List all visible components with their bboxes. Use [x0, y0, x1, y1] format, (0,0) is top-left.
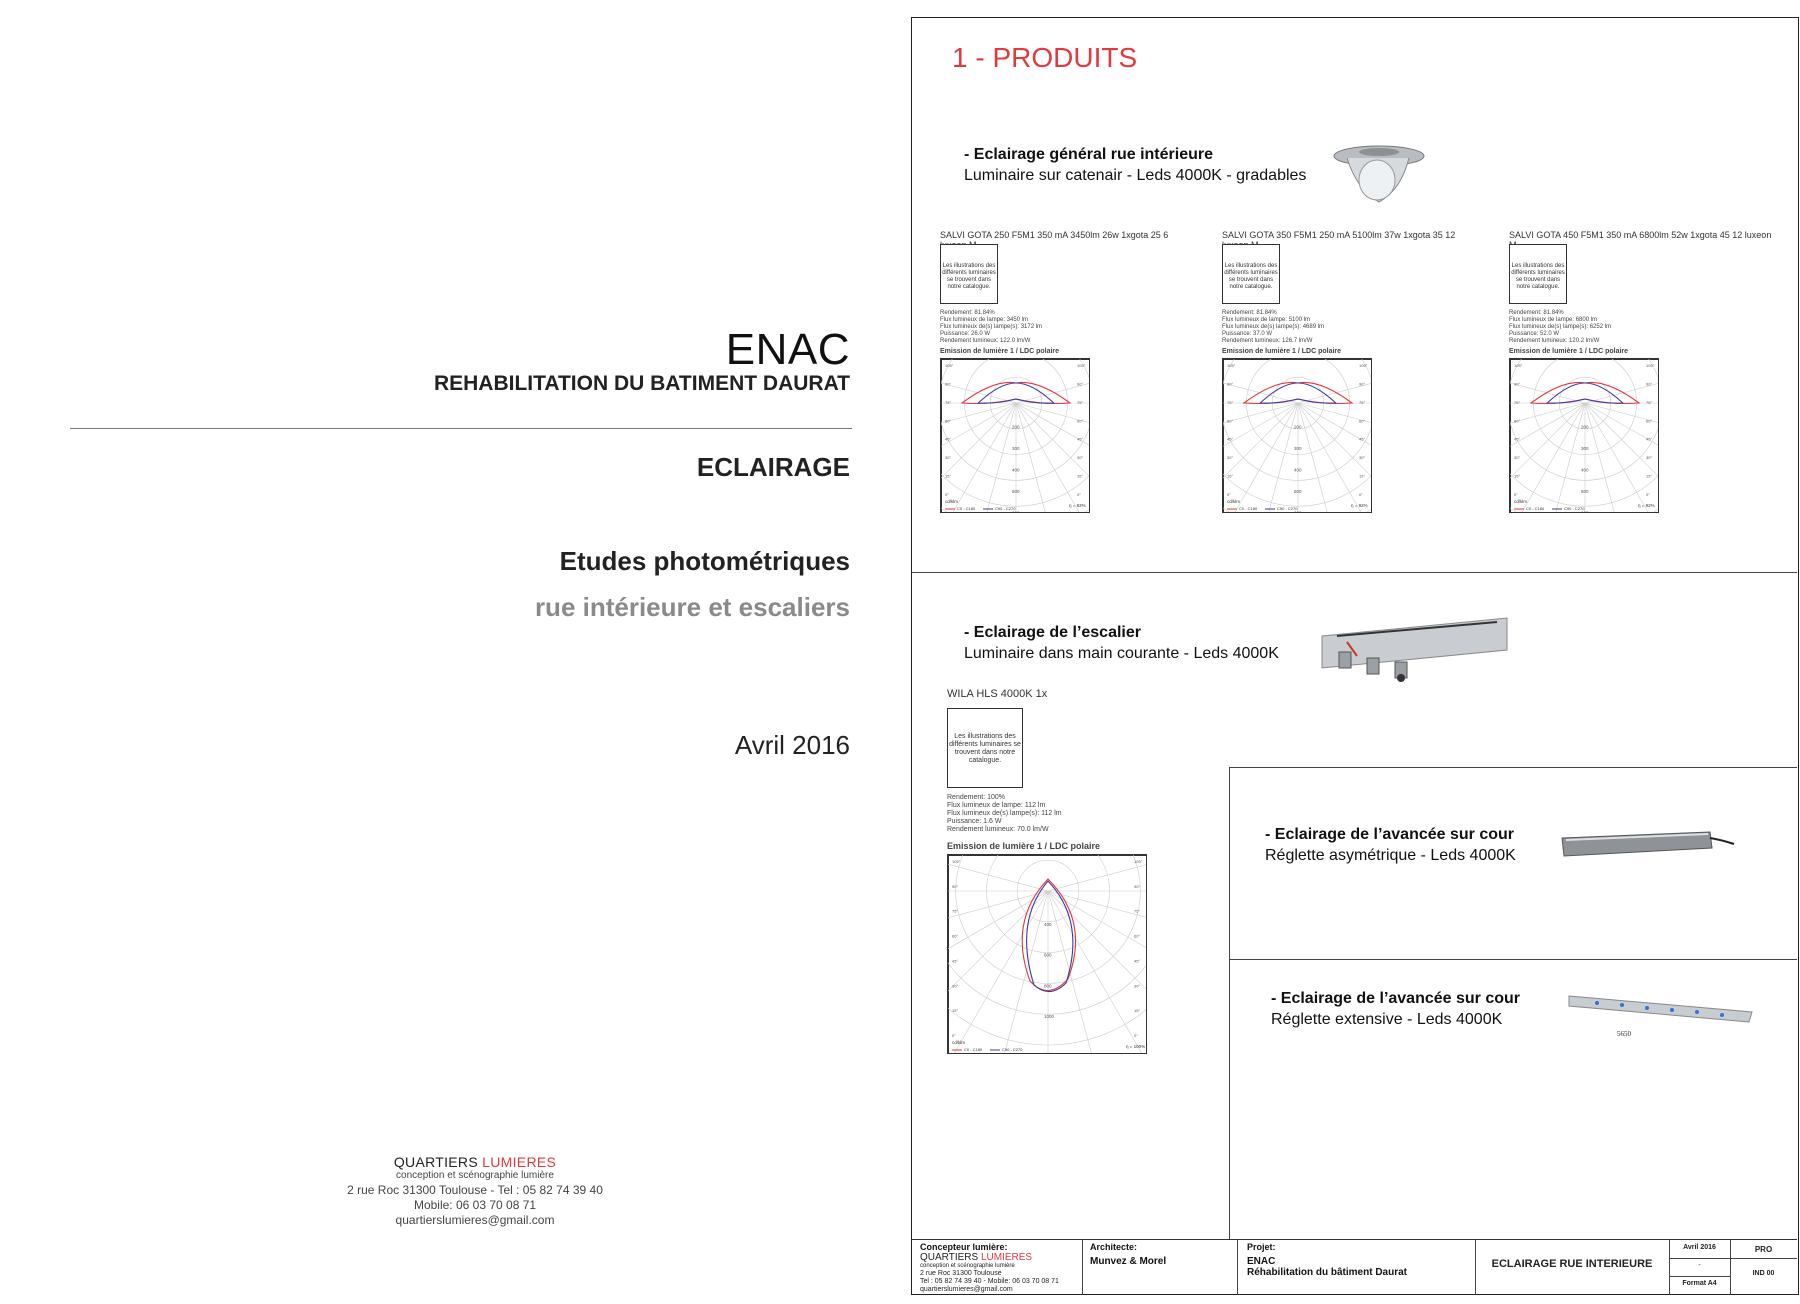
- cover-project-title: ENAC: [725, 325, 850, 374]
- polar-angle-label: 45°: [1134, 958, 1141, 964]
- polar-angle-label: 15°: [1227, 473, 1234, 479]
- cover-divider: [70, 428, 852, 429]
- polar-angle-label: 30°: [1077, 455, 1084, 461]
- polar-angle-label: 90°: [1359, 381, 1366, 387]
- polar-angle-label: 75°: [1077, 399, 1084, 405]
- spec-line: Flux lumineux de(s) lampe(s): 6252 lm: [1509, 324, 1612, 330]
- polar-angle-label: 105°: [1077, 363, 1086, 368]
- polar-angle-label: 45°: [1646, 436, 1653, 442]
- polar-angle-label: 105°: [1646, 363, 1655, 368]
- polar-angle-label: 15°: [1134, 1008, 1141, 1014]
- spec-line: Rendement lumineux: 70.0 lm/W: [947, 826, 1049, 833]
- polar-angle-label: 105°: [1134, 859, 1143, 864]
- polar-angle-label: 30°: [1227, 455, 1234, 461]
- spec-line: Flux lumineux de(s) lampe(s): 3172 lm: [940, 324, 1043, 330]
- polar-angle-label: 90°: [1646, 381, 1653, 387]
- tb-drawing-title: ECLAIRAGE RUE INTERIEURE: [1491, 1258, 1653, 1270]
- tb-designer-tag: conception et scénographie lumière: [920, 1263, 1015, 1269]
- legend-c0: C0 - C180: [1239, 506, 1258, 511]
- polar-angle-label: 0°: [1227, 492, 1231, 497]
- fixture-specs: [1222, 310, 1324, 345]
- tb-divider-2: [1237, 1240, 1238, 1295]
- catalog-note-box: Les illustrations des différents luminaires se trouvent dans notre catalogue.: [947, 708, 1023, 788]
- polar-angle-label: 60°: [1359, 418, 1366, 424]
- polar-tick: 1000: [1044, 1014, 1055, 1020]
- polar-angle-label: 0°: [1359, 492, 1363, 497]
- polar-tick: 300: [1294, 446, 1302, 451]
- polar-tick: 200: [1012, 424, 1020, 430]
- spec-line: Puissance: 1.6 W: [947, 818, 1002, 825]
- tb-architect: [1090, 1242, 1166, 1267]
- polar-diagram: [1509, 358, 1659, 513]
- spec-line: Puissance: 26.0 W: [940, 331, 991, 337]
- polar-angle-label: 90°: [1134, 883, 1141, 889]
- fixture-block-2: [1222, 230, 1472, 570]
- tb-designer-tel: Tel : 05 82 74 39 40 - Mobile: 06 03 70 08 71: [920, 1278, 1059, 1285]
- polar-tick: 500: [1012, 489, 1020, 494]
- polar-angle-label: 0°: [1134, 1033, 1138, 1038]
- polar-angle-label: 15°: [945, 473, 952, 479]
- section-divider-1: [912, 572, 1797, 573]
- tb-format: Format A4: [1682, 1280, 1717, 1287]
- polar-angle-label: 15°: [1077, 473, 1084, 479]
- polar-angle-label: 90°: [1077, 381, 1084, 387]
- polar-tick: 400: [1012, 467, 1020, 473]
- polar-efficiency: η = 92%: [1638, 503, 1655, 508]
- fixture-block-1: [940, 230, 1190, 570]
- catalog-note-box: Les illustrations des différents luminaires se trouvent dans notre catalogue.: [1509, 244, 1567, 304]
- polar-angle-label: 75°: [1646, 399, 1653, 405]
- polar-title: Emission de lumière 1 / LDC polaire: [940, 348, 1060, 355]
- fixture-specs: [1509, 310, 1611, 345]
- spec-line: Rendement lumineux: 126.7 lm/W: [1222, 338, 1313, 344]
- sheet-title: 1 - PRODUITS: [952, 42, 1138, 73]
- polar-angle-label: 60°: [1134, 933, 1141, 939]
- cover-scope: rue intérieure et escaliers: [534, 592, 850, 622]
- polar-angle-label: 105°: [1514, 363, 1523, 368]
- polar-angle-label: 30°: [1646, 455, 1653, 461]
- polar-unit: cd/klm: [952, 1040, 966, 1045]
- tb-date: Avril 2016: [1683, 1244, 1716, 1251]
- section-3-subtitle: Réglette asymétrique - Leds 4000K: [1265, 847, 1516, 864]
- polar-angle-label: 105°: [945, 363, 954, 368]
- polar-tick: 600: [1294, 510, 1302, 513]
- fixture-name: WILA HLS 4000K 1x: [947, 688, 1048, 700]
- polar-angle-label: 90°: [1514, 381, 1521, 387]
- firm-address: 2 rue Roc 31300 Toulouse - Tel : 05 82 74 39 40: [347, 1183, 603, 1197]
- legend-c90: C90 - C270: [1002, 1047, 1023, 1052]
- legend-c90: C90 - C270: [1277, 506, 1298, 511]
- spec-line: Flux lumineux de(s) lampe(s): 112 lm: [947, 810, 1062, 817]
- polar-tick: 400: [1294, 467, 1302, 473]
- legend-c90: C90 - C270: [1564, 506, 1585, 511]
- polar-angle-label: 60°: [945, 418, 952, 424]
- polar-angle-label: 30°: [1514, 455, 1521, 461]
- fixture-name: SALVI GOTA 450 F5M1 350 mA 6800lm 52w 1xgota 45 12 luxeon: [1509, 230, 1772, 240]
- spec-line: Rendement: 81.84%: [1509, 310, 1564, 316]
- polar-angle-label: 0°: [1646, 492, 1650, 497]
- polar-angle-label: 30°: [1359, 455, 1366, 461]
- tb-designer-address: 2 rue Roc 31300 Toulouse: [920, 1270, 1002, 1277]
- tb-designer-label: Concepteur lumière:: [920, 1242, 1008, 1252]
- polar-angle-label: 45°: [1077, 436, 1084, 442]
- firm-name-part1: QUARTIERS: [393, 1154, 483, 1170]
- tb-hline-1: [1669, 1258, 1730, 1259]
- polar-angle-label: 90°: [952, 883, 959, 889]
- fixture-specs: [947, 794, 1062, 834]
- handrail-luminaire-image: [1317, 606, 1517, 696]
- polar-tick: 600: [1012, 510, 1020, 513]
- legend-c0: C0 - C180: [957, 506, 976, 511]
- polar-angle-label: 105°: [1359, 363, 1368, 368]
- spec-line: Flux lumineux de(s) lampe(s): 4689 lm: [1222, 324, 1325, 330]
- extensive-strip-image: [1567, 990, 1757, 1040]
- spec-line: Rendement: 100%: [947, 794, 1005, 801]
- tb-designer-logo: [920, 1252, 1080, 1263]
- polar-angle-label: 0°: [1077, 492, 1081, 497]
- polar-angle-label: 90°: [945, 381, 952, 387]
- spec-line: Flux lumineux de lampe: 6800 lm: [1509, 317, 1598, 323]
- polar-angle-label: 15°: [1514, 473, 1521, 479]
- polar-angle-label: 60°: [1514, 418, 1521, 424]
- polar-angle-label: 105°: [1227, 363, 1236, 368]
- polar-efficiency: η = 100%: [1126, 1044, 1146, 1049]
- firm-mobile: Mobile: 06 03 70 08 71: [413, 1198, 537, 1212]
- polar-angle-label: 75°: [1227, 399, 1234, 405]
- asymmetric-strip-image: [1560, 828, 1740, 868]
- polar-angle-label: 75°: [945, 399, 952, 405]
- firm-email[interactable]: quartierslumieres@gmail.com: [395, 1213, 555, 1227]
- polar-angle-label: 60°: [1227, 418, 1234, 424]
- tb-hline-3: [1730, 1258, 1797, 1259]
- title-block: [912, 1239, 1797, 1295]
- polar-tick: 300: [1581, 446, 1589, 451]
- cover-topic: ECLAIRAGE: [696, 452, 850, 482]
- polar-title: Emission de lumière 1 / LDC polaire: [947, 841, 1101, 851]
- polar-angle-label: 45°: [1514, 436, 1521, 442]
- fixture-name: SALVI GOTA 350 F5M1 250 mA 5100lm 37w 1xgota 35 12: [1222, 230, 1456, 240]
- tb-project: [1247, 1242, 1407, 1278]
- product-sheet: [911, 17, 1799, 1295]
- polar-angle-label: 30°: [945, 455, 952, 461]
- polar-unit: cd/klm: [1514, 499, 1528, 504]
- polar-angle-label: 30°: [952, 983, 959, 989]
- fixture-name: SALVI GOTA 250 F5M1 350 mA 3450lm 26w 1xgota 25 6: [940, 230, 1169, 240]
- polar-angle-label: 75°: [1514, 399, 1521, 405]
- section-4-subtitle: Réglette extensive - Leds 4000K: [1271, 1011, 1503, 1028]
- polar-angle-label: 90°: [1227, 381, 1234, 387]
- section-2-title: - Eclairage de l’escalier: [964, 624, 1141, 641]
- polar-tick: 400: [1581, 467, 1589, 473]
- catalog-note-box: Les illustrations des différents luminaires se trouvent dans notre catalogue.: [1222, 244, 1280, 304]
- spec-line: Flux lumineux de lampe: 112 lm: [947, 802, 1046, 809]
- legend-c0: C0 - C180: [964, 1047, 983, 1052]
- polar-angle-label: 15°: [1646, 473, 1653, 479]
- panel-divider-top: [1229, 767, 1797, 768]
- firm-tagline: conception et scénographie lumière: [396, 1170, 554, 1181]
- spec-line: Flux lumineux de lampe: 5100 lm: [1222, 317, 1311, 323]
- catalog-note-box: Les illustrations des différents luminaires se trouvent dans notre catalogue.: [940, 244, 998, 304]
- polar-angle-label: 0°: [952, 1033, 956, 1038]
- polar-angle-label: 15°: [952, 1008, 959, 1014]
- polar-angle-label: 45°: [945, 436, 952, 442]
- polar-angle-label: 45°: [1227, 436, 1234, 442]
- polar-angle-label: 0°: [945, 492, 949, 497]
- polar-tick: 200: [1581, 424, 1589, 430]
- tb-code: PRO: [1754, 1245, 1773, 1254]
- spec-line: Rendement lumineux: 122.0 lm/W: [940, 338, 1031, 344]
- polar-angle-label: 60°: [952, 933, 959, 939]
- polar-tick: 600: [1581, 510, 1589, 513]
- polar-tick: 600: [1044, 952, 1052, 958]
- polar-angle-label: 30°: [1134, 983, 1141, 989]
- polar-efficiency: η = 92%: [1069, 503, 1086, 508]
- tb-project-label: Projet:: [1247, 1242, 1276, 1252]
- tb-architect-name: Munvez & Morel: [1090, 1256, 1167, 1267]
- tb-designer: [920, 1242, 1080, 1294]
- polar-angle-label: 60°: [1077, 418, 1084, 424]
- tb-index: IND 00: [1752, 1270, 1775, 1277]
- polar-angle-label: 75°: [1134, 908, 1141, 914]
- polar-tick: 500: [1294, 489, 1302, 494]
- section-3-title: - Eclairage de l’avancée sur cour: [1265, 826, 1515, 843]
- polar-tick: 200: [1294, 424, 1302, 430]
- polar-unit: cd/klm: [945, 499, 959, 504]
- polar-title: Emission de lumière 1 / LDC polaire: [1509, 348, 1629, 355]
- polar-angle-label: 0°: [1514, 492, 1518, 497]
- polar-diagram: [947, 854, 1147, 1054]
- polar-angle-label: 60°: [1646, 418, 1653, 424]
- fixture-specs: [940, 310, 1042, 345]
- section-4-title: - Eclairage de l’avancée sur cour: [1271, 990, 1521, 1007]
- firm-contact: [310, 1155, 640, 1228]
- section-2-subtitle: Luminaire dans main courante - Leds 4000K: [964, 645, 1279, 662]
- tb-hline-2: [1669, 1276, 1730, 1277]
- section-1-title: - Eclairage général rue intérieure: [964, 146, 1213, 163]
- tb-architect-label: Architecte:: [1090, 1242, 1138, 1252]
- spec-line: Puissance: 52.0 W: [1509, 331, 1560, 337]
- firm-name-part2: LUMIERES: [482, 1154, 557, 1170]
- spec-line: Flux lumineux de lampe: 3450 lm: [940, 317, 1029, 323]
- tb-designer-email: quartierslumieres@gmail.com: [920, 1286, 1013, 1293]
- polar-efficiency: η = 92%: [1351, 503, 1368, 508]
- panel-divider-vertical: [1229, 767, 1230, 1239]
- legend-c90: C90 - C270: [995, 506, 1016, 511]
- polar-angle-label: 45°: [952, 958, 959, 964]
- polar-angle-label: 75°: [1359, 399, 1366, 405]
- polar-angle-label: 105°: [952, 859, 961, 864]
- tb-divider-1: [1082, 1240, 1083, 1295]
- polar-tick: 300: [1012, 446, 1020, 451]
- cover-page: [0, 0, 860, 1304]
- tb-designer-name1: QUARTIERS: [920, 1252, 981, 1263]
- polar-tick: 400: [1044, 921, 1052, 927]
- spec-line: Rendement lumineux: 120.2 lm/W: [1509, 338, 1600, 344]
- polar-diagram: [940, 358, 1090, 513]
- tb-dash: -: [1698, 1262, 1701, 1269]
- strip-label: 5650: [1617, 1030, 1631, 1038]
- polar-angle-label: 15°: [1359, 473, 1366, 479]
- polar-tick: 800: [1044, 983, 1052, 989]
- tb-designer-name2: LUMIERES: [980, 1252, 1033, 1263]
- fixture-block-3: [1509, 230, 1779, 570]
- cover-date: Avril 2016: [734, 730, 850, 760]
- cover-study: Etudes photométriques: [559, 546, 850, 576]
- tb-project-desc: Réhabilitation du bâtiment Daurat: [1247, 1267, 1408, 1278]
- panel-divider-middle: [1229, 959, 1797, 960]
- fixture-block-4: [947, 688, 1187, 1138]
- polar-unit: cd/klm: [1227, 499, 1241, 504]
- spec-line: Rendement: 81.84%: [940, 310, 995, 316]
- spec-line: Rendement: 81.84%: [1222, 310, 1277, 316]
- polar-angle-label: 45°: [1359, 436, 1366, 442]
- section-1-subtitle: Luminaire sur catenair - Leds 4000K - gradables: [964, 167, 1307, 184]
- tb-project-name: ENAC: [1247, 1256, 1276, 1267]
- legend-c0: C0 - C180: [1526, 506, 1545, 511]
- cover-subtitle: REHABILITATION DU BATIMENT DAURAT: [433, 372, 850, 395]
- polar-tick: 500: [1581, 489, 1589, 494]
- spec-line: Puissance: 37.0 W: [1222, 331, 1273, 337]
- polar-title: Emission de lumière 1 / LDC polaire: [1222, 348, 1342, 355]
- catenary-luminaire-image: [1317, 130, 1427, 220]
- polar-diagram: [1222, 358, 1372, 513]
- polar-angle-label: 75°: [952, 908, 959, 914]
